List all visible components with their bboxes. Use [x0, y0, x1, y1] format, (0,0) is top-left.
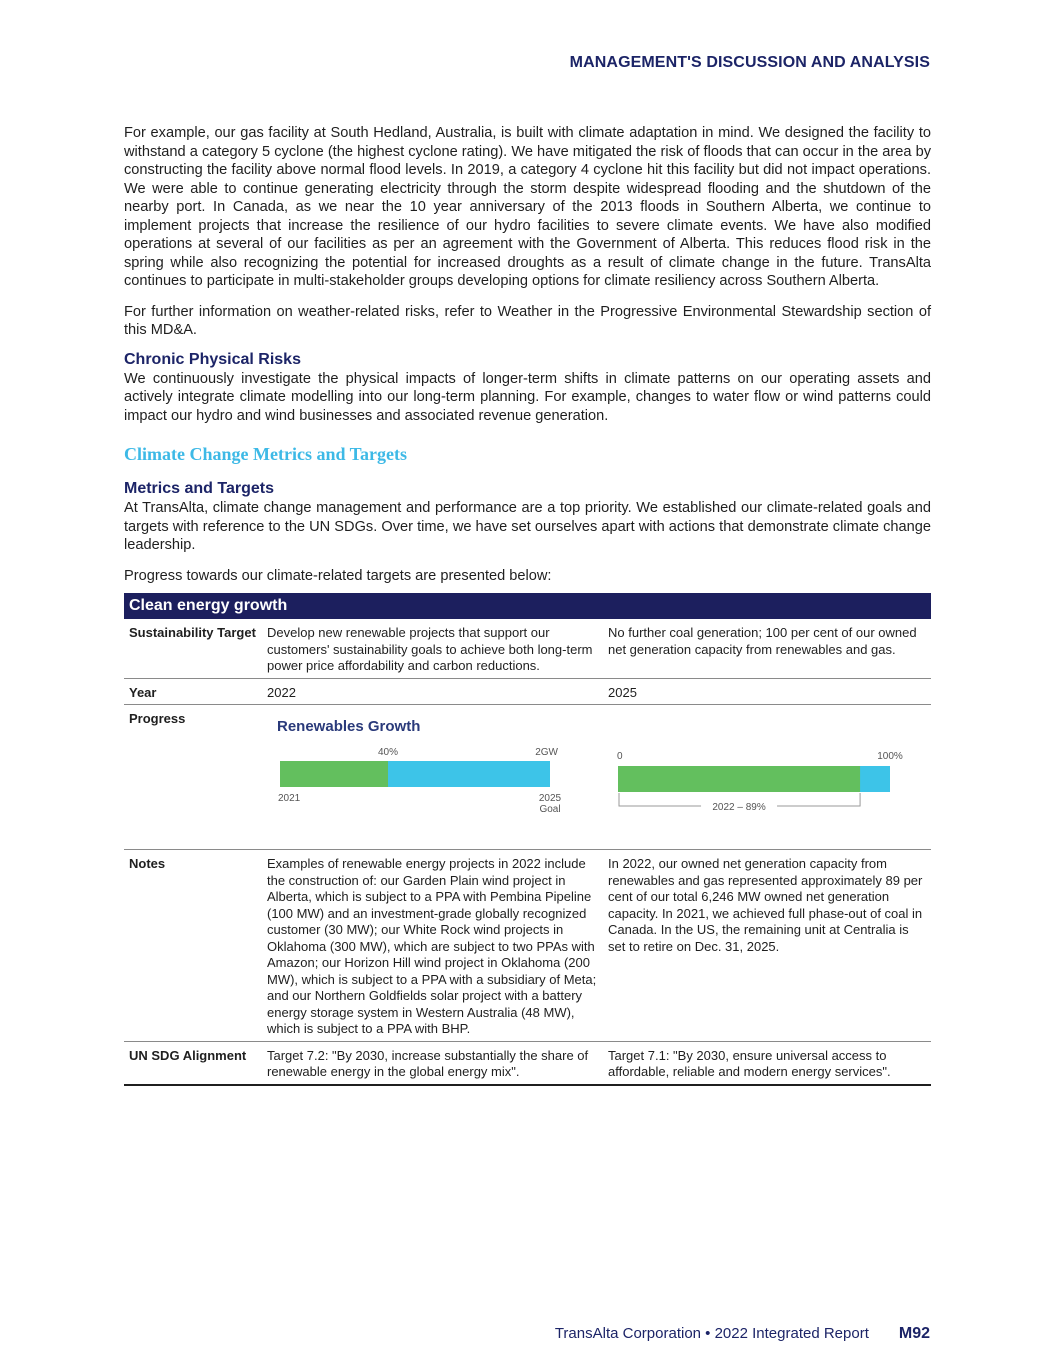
- chart-title: Renewables Growth: [277, 718, 421, 735]
- paragraph-chronic-risks: We continuously investigate the physical impacts of longer-term shifts in climate patterns on our operating assets and actively integrate climate modelling into our long-term planning. For example, changes to water flow or wind patterns could impact our hydro and wind businesses and associated revenue generation.: [124, 370, 931, 424]
- notes-col1: Examples of renewable energy projects in 2022 include the construction of: our Garden Plain wind project in Alberta, which is subject to a PPA with Pembina Pipeline (100 MW) and an investment-grade globally recognized customer (30 MW); our White Rock wind projects in Oklahoma (300 MW), which are subject to two PPAs with Amazon; our Horizon Hill wind project in Oklahoma (200 MW), which is subject to a PPA with a subsidiary of Meta; and our Northern Goldfields solar project with a battery energy storage system in Western Australia (48 MW), which is subject to a PPA with BHP.: [262, 850, 603, 1042]
- bracket-label: 2022 – 89%: [712, 802, 766, 813]
- renewables-growth-chart: [267, 711, 567, 831]
- sdg-col1: Target 7.2: "By 2030, increase substantially the share of renewable energy in the global energy mix".: [262, 1041, 603, 1085]
- paragraph-south-hedland: For example, our gas facility at South Hedland, Australia, is built with climate adaptation in mind. We designed the facility to withstand a category 5 cyclone (the highest cyclone rating). We have mitigated the risk of floods that can occur in the area by constructing the facility above normal flood levels. In 2019, a category 4 cyclone hit this facility but did not impact operations. We were able to continue generating electricity through the storm despite widespread flooding and the shutdown of the nearby port. In Canada, as we near the 10 year anniversary of the 2013 floods in Southern Alberta, we continue to implement projects that increase the resilience of our hydro facilities to severe climate events. We have also modified operations at several of our facilities as per an agreement with the Government of Alberta. This reduces flood risk in the spring while also recognizing the potential for increased droughts as a result of climate change in the future. TransAlta continues to participate in multi-stakeholder groups developing options for climate resiliency across Southern Alberta.: [124, 125, 931, 289]
- target-2022: Develop new renewable projects that support our customers' sustainability goals to achieve both long-term power price affordability and carbon reductions.: [262, 619, 603, 678]
- progress-label: 40%: [377, 747, 399, 758]
- bar-achieved: [618, 766, 860, 792]
- metrics-heading: Metrics and Targets: [124, 480, 274, 497]
- footer-report-title: TransAlta Corporation • 2022 Integrated Report: [554, 1325, 869, 1342]
- start-label: 2021: [278, 793, 301, 804]
- table-row: [124, 1041, 931, 1085]
- progress-chart-capacity: [603, 705, 931, 850]
- capacity-share-chart: [608, 711, 918, 831]
- page-number: M92: [898, 1325, 930, 1342]
- row-label-sdg: UN SDG Alignment: [124, 1041, 262, 1085]
- end-label: 2025: [538, 793, 562, 804]
- row-label-notes: Notes: [124, 850, 262, 1042]
- progress-chart-renewables: [262, 705, 603, 850]
- row-label-year: Year: [124, 678, 262, 705]
- table-row: [124, 619, 931, 678]
- table-row: [124, 850, 931, 1042]
- table-band-title: Clean energy growth: [124, 593, 931, 619]
- row-label-progress: Progress: [124, 705, 262, 850]
- main-content: [124, 124, 931, 1086]
- bar-achieved: [280, 761, 388, 787]
- targets-table: [124, 593, 931, 1086]
- year-col1: 2022: [262, 678, 603, 705]
- section-heading: Climate Change Metrics and Targets: [124, 444, 407, 464]
- paragraph-metrics-intro: At TransAlta, climate change management and performance are a top priority. We established our climate-related goals and targets with reference to the UN SDGs. Over time, we have set ourselves apart with actions that demonstrate climate change leadership.: [124, 500, 931, 553]
- paragraph-progress-intro: Progress towards our climate-related targets are presented below:: [124, 567, 552, 584]
- start-label: 0: [617, 751, 623, 762]
- table-row: [124, 678, 931, 705]
- notes-col2: In 2022, our owned net generation capacity from renewables and gas represented approximately 89 per cent of our total 6,246 MW owned net generation capacity. In 2021, we achieved full phase-out of coal in Canada. In the US, the remaining unit at Centralia is set to retire on Dec. 31, 2025.: [603, 850, 931, 1042]
- year-col2: 2025: [603, 678, 931, 705]
- sdg-col2: Target 7.1: "By 2030, ensure universal access to affordable, reliable and modern energy services".: [603, 1041, 931, 1085]
- paragraph-weather-reference: For further information on weather-related risks, refer to Weather in the Progressive Environmental Stewardship section of this MD&A.: [124, 303, 931, 338]
- row-label-target: Sustainability Target: [124, 619, 262, 678]
- goal-label: 2GW: [535, 747, 558, 758]
- end-label: 100%: [877, 751, 903, 762]
- running-header: MANAGEMENT'S DISCUSSION AND ANALYSIS: [569, 54, 930, 71]
- page-footer: [555, 1325, 930, 1343]
- table-row: [124, 705, 931, 850]
- end-sub-label: Goal: [539, 804, 561, 815]
- chronic-risks-heading: Chronic Physical Risks: [124, 350, 301, 368]
- target-2025: No further coal generation; 100 per cent of our owned net generation capacity from renewables and gas.: [603, 619, 931, 678]
